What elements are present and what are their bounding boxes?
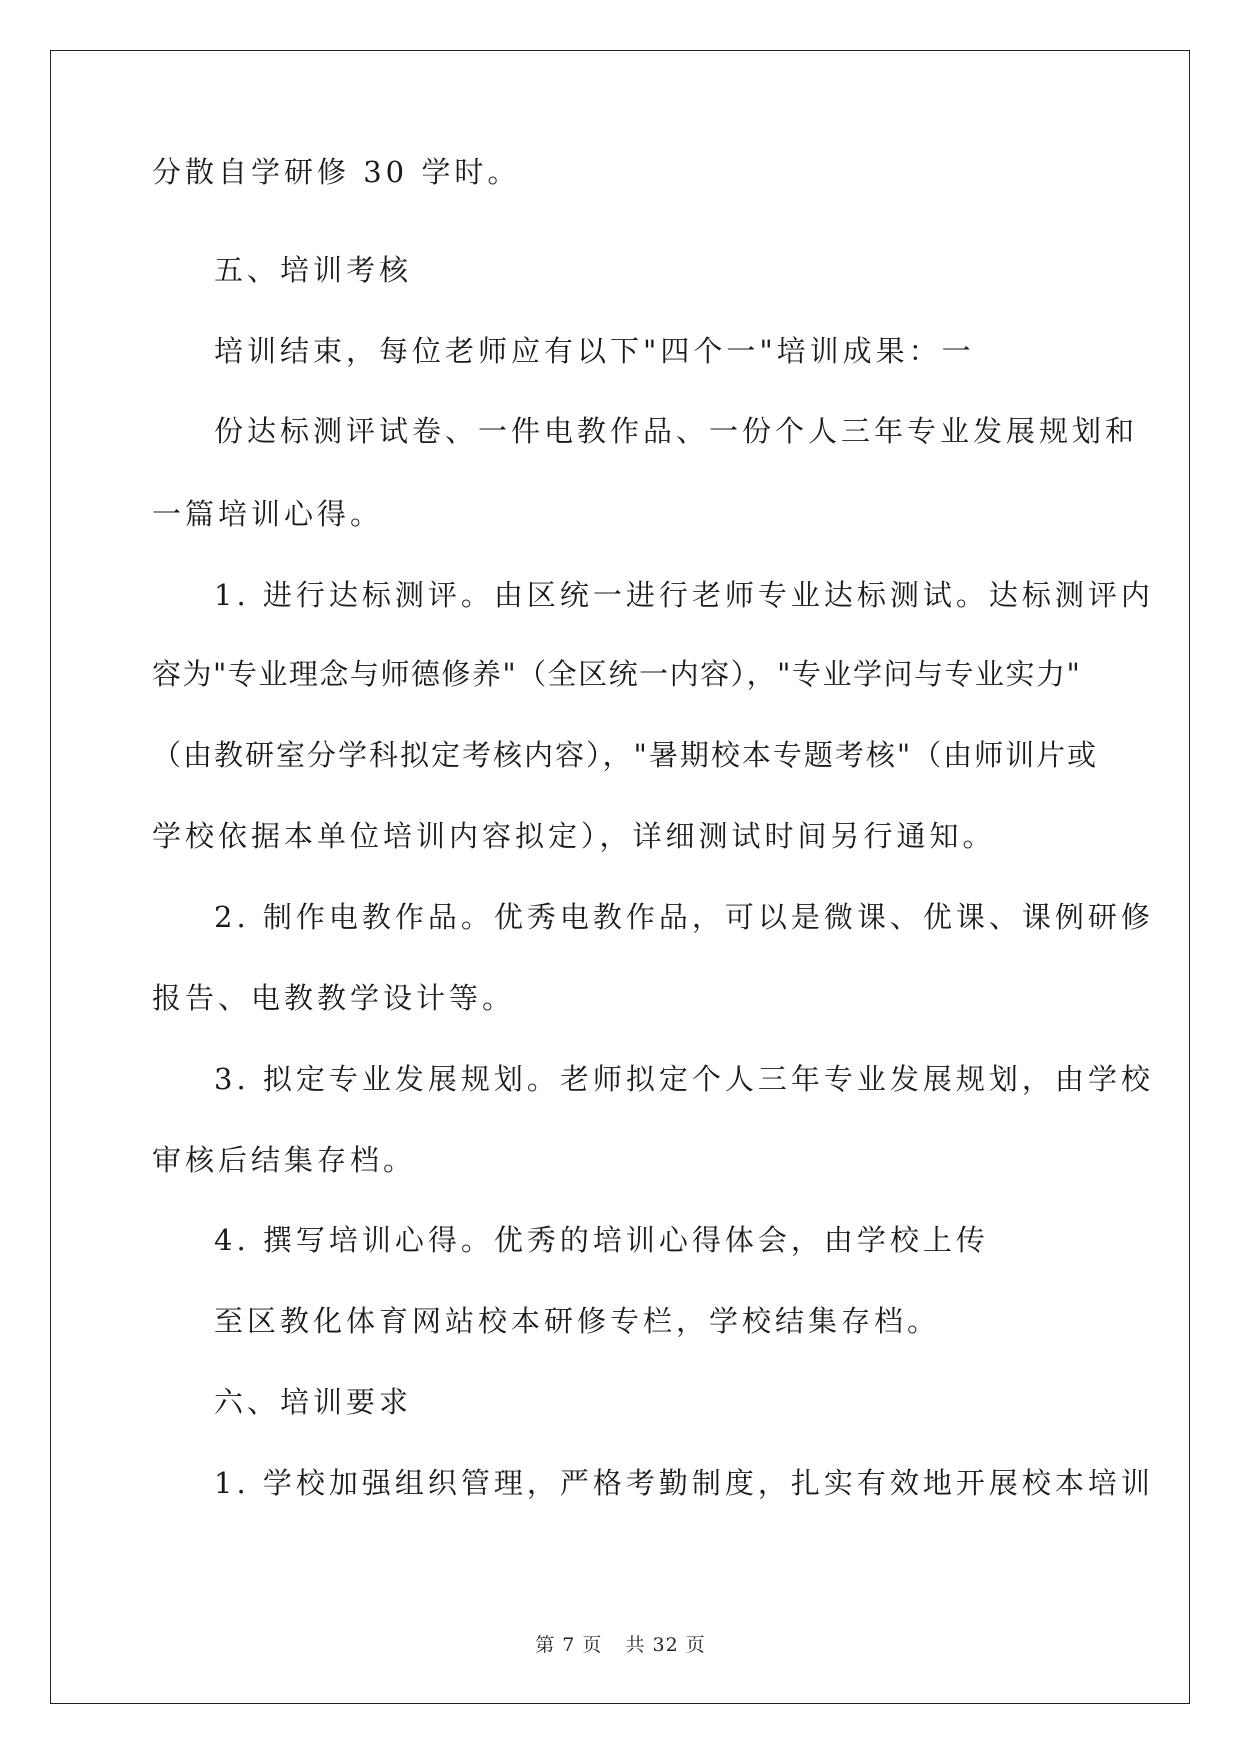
section-heading: 五、培训考核 [214,253,413,287]
page-footer [0,1630,1241,1657]
page-border [50,50,1190,1704]
paragraph-line: 至区教化体育网站校本研修专栏，学校结集存档。 [214,1304,941,1338]
paragraph-line: 学校依据本单位培训内容拟定），详细测试时间另行通知。 [152,819,996,853]
paragraph-line: 容为"专业理念与师德修养"（全区统一内容），"专业学问与专业实力" [152,657,1082,691]
paragraph-line: 3. 拟定专业发展规划。老师拟定个人三年专业发展规划，由学校 [214,1062,1154,1096]
paragraph-line: 份达标测评试卷、一件电教作品、一份个人三年专业发展规划和 [214,414,1139,448]
section-heading: 六、培训要求 [214,1385,413,1419]
paragraph-line: 2. 制作电教作品。优秀电教作品，可以是微课、优课、课例研修 [214,900,1154,934]
paragraph-line: 1. 学校加强组织管理，严格考勤制度，扎实有效地开展校本培训 [214,1466,1154,1500]
paragraph-line: 报告、电教教学设计等。 [152,981,516,1015]
paragraph-line: 分散自学研修 30 学时。 [152,155,521,189]
paragraph-line: 审核后结集存档。 [152,1143,417,1177]
page-number: 第 7 页 [535,1634,603,1656]
paragraph-line: 1. 进行达标测评。由区统一进行老师专业达标测试。达标测评内 [214,578,1154,612]
paragraph-line: 4. 撰写培训心得。优秀的培训心得体会，由学校上传 [214,1223,989,1257]
page-total: 共 32 页 [625,1634,706,1656]
paragraph-line: （由教研室分学科拟定考核内容），"暑期校本专题考核"（由师训片或 [152,738,1099,772]
paragraph-line: 一篇培训心得。 [152,497,384,531]
paragraph-line: 培训结束，每位老师应有以下"四个一"培训成果：一 [214,334,975,368]
